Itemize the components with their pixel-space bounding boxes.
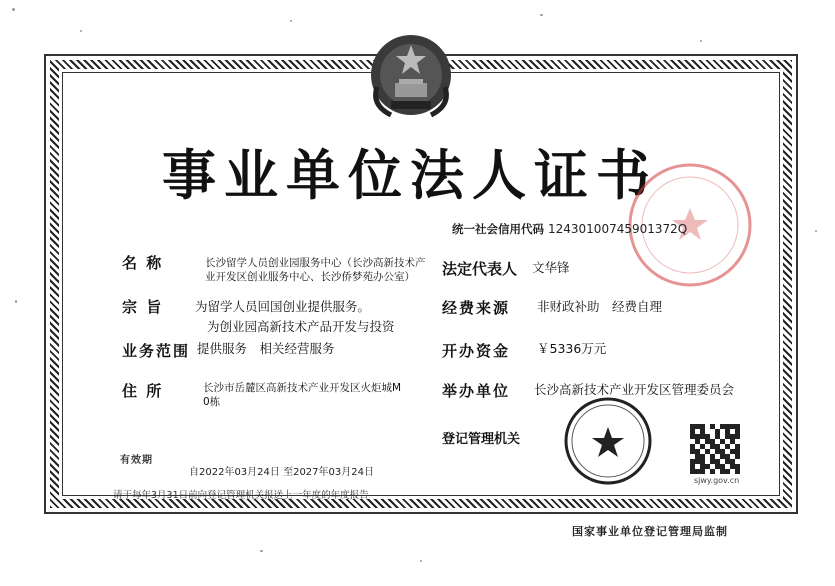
supervision-authority: 国家事业单位登记管理局监制 [572, 525, 728, 538]
funding-source-label: 经费来源 [442, 299, 511, 317]
registered-capital-value: ￥5336万元 [537, 341, 607, 356]
validity-value: 自2022年03月24日 至2027年03月24日 [189, 467, 374, 478]
annual-report-notice: 请于每年3月31日前向登记管理机关报送上一年度的年度报告 [113, 490, 369, 501]
address-label: 住 所 [122, 382, 164, 400]
validity-label: 有效期 [120, 455, 153, 466]
legal-representative-label: 法定代表人 [442, 260, 518, 278]
sponsor-value: 长沙高新技术产业开发区管理委员会 [534, 382, 735, 397]
registrar-label: 登记管理机关 [442, 432, 521, 447]
address-value: 长沙市岳麓区高新技术产业开发区火炬城M 0栋 [203, 382, 402, 408]
business-scope-label: 业务范围 [122, 342, 191, 360]
credit-code-value: 12430100745901372Q [548, 222, 688, 236]
name-value: 长沙留学人员创业园服务中心（长沙高新技术产 业开发区创业服务中心、长沙侨梦苑办公室） [205, 257, 426, 283]
qr-code-icon[interactable] [690, 424, 740, 474]
legal-representative-value: 文华锋 [532, 260, 570, 275]
business-scope-value: 提供服务 相关经营服务 [197, 341, 335, 356]
registrar-seal-icon [562, 395, 654, 487]
sponsor-label: 举办单位 [442, 382, 511, 400]
certificate-title: 事业单位法人证书 [162, 143, 658, 207]
name-label: 名 称 [122, 254, 164, 272]
credit-code-label: 统一社会信用代码 [452, 222, 544, 236]
national-emblem-icon [363, 25, 459, 121]
qr-url: sjwy.gov.cn [694, 476, 740, 485]
credit-code [452, 221, 687, 237]
purpose-value: 为留学人员回国创业提供服务。 为创业园高新技术产品开发与投资 [195, 299, 395, 334]
registered-capital-label: 开办资金 [442, 342, 511, 360]
purpose-label: 宗 旨 [122, 298, 164, 316]
funding-source-value: 非财政补助 经费自理 [537, 299, 663, 314]
